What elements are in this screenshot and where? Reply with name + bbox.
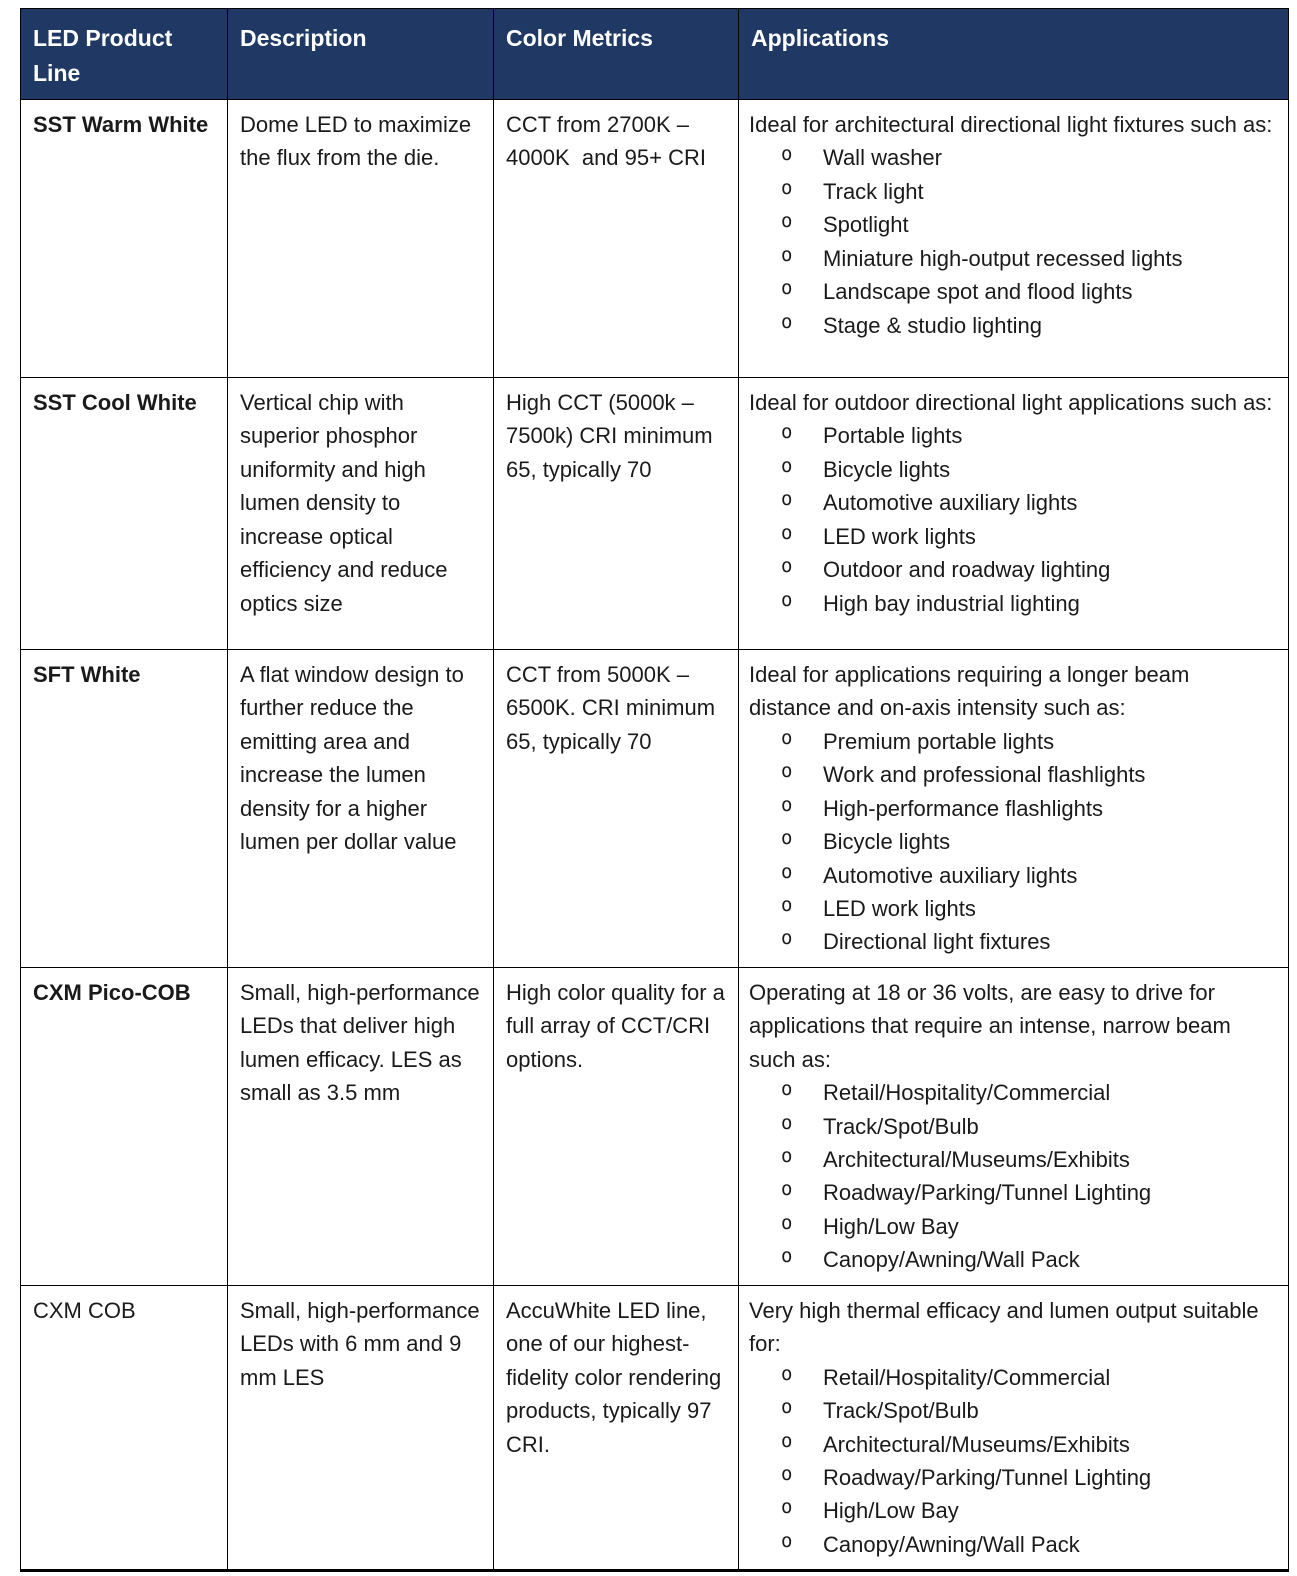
- color-metrics-cell: CCT from 2700K – 4000K and 95+ CRI: [494, 99, 739, 377]
- applications-intro: Operating at 18 or 36 volts, are easy to drive for applications that require an intense, narrow beam such as:: [749, 979, 1237, 1072]
- led-product-table: [20, 8, 1289, 1572]
- column-header-applications: Applications: [739, 9, 1289, 100]
- application-item: o Work and professional flashlights: [749, 758, 1276, 791]
- column-header-led-product-line: LED Product Line: [21, 9, 228, 100]
- table-row: [21, 99, 1289, 377]
- application-item: o Stage & studio lighting: [749, 309, 1276, 342]
- applications-cell: [739, 99, 1289, 377]
- application-item: o LED work lights: [749, 520, 1276, 553]
- application-item: o Landscape spot and flood lights: [749, 275, 1276, 308]
- description-cell: Small, high-performance LEDs with 6 mm and 9 mm LES: [228, 1285, 494, 1571]
- table-row: [21, 649, 1289, 967]
- application-item: o Spotlight: [749, 208, 1276, 241]
- application-item: o Retail/Hospitality/Commercial: [749, 1361, 1276, 1394]
- description-cell: Vertical chip with superior phosphor uniformity and high lumen density to increase optical efficiency and reduce optics size: [228, 377, 494, 649]
- product-cell: SFT White: [21, 649, 228, 967]
- applications-cell: [739, 377, 1289, 649]
- application-item: o Architectural/Museums/Exhibits: [749, 1428, 1276, 1461]
- description-cell: Dome LED to maximize the flux from the die.: [228, 99, 494, 377]
- applications-cell: [739, 967, 1289, 1285]
- table-row: [21, 1285, 1289, 1571]
- application-item: o Track light: [749, 175, 1276, 208]
- table-row: [21, 377, 1289, 649]
- application-item: o Track/Spot/Bulb: [749, 1110, 1276, 1143]
- product-cell: CXM COB: [21, 1285, 228, 1571]
- application-item: o Portable lights: [749, 419, 1276, 452]
- application-item: o High/Low Bay: [749, 1494, 1276, 1527]
- color-metrics-cell: High CCT (5000k – 7500k) CRI minimum 65, typically 70: [494, 377, 739, 649]
- applications-list: [749, 1076, 1276, 1277]
- color-metrics-cell: High color quality for a full array of CCT/CRI options.: [494, 967, 739, 1285]
- color-metrics-cell: AccuWhite LED line, one of our highest-fidelity color rendering products, typically 97 CRI.: [494, 1285, 739, 1571]
- application-item: o Retail/Hospitality/Commercial: [749, 1076, 1276, 1109]
- description-cell: Small, high-performance LEDs that deliver high lumen efficacy. LES as small as 3.5 mm: [228, 967, 494, 1285]
- application-item: o Bicycle lights: [749, 453, 1276, 486]
- application-item: o Track/Spot/Bulb: [749, 1394, 1276, 1427]
- applications-cell: [739, 1285, 1289, 1571]
- application-item: o LED work lights: [749, 892, 1276, 925]
- application-item: o Canopy/Awning/Wall Pack: [749, 1528, 1276, 1561]
- application-item: o Automotive auxiliary lights: [749, 859, 1276, 892]
- application-item: o Wall washer: [749, 141, 1276, 174]
- applications-intro: Ideal for applications requiring a longer beam distance and on-axis intensity such as:: [749, 661, 1196, 721]
- application-item: o High-performance flashlights: [749, 792, 1276, 825]
- applications-list: [749, 725, 1276, 959]
- column-header-color-metrics: Color Metrics: [494, 9, 739, 100]
- application-item: o Outdoor and roadway lighting: [749, 553, 1276, 586]
- applications-intro: Ideal for architectural directional light fixtures such as:: [749, 111, 1273, 137]
- application-item: o High bay industrial lighting: [749, 587, 1276, 620]
- applications-list: [749, 1361, 1276, 1562]
- table-row: [21, 967, 1289, 1285]
- application-item: o High/Low Bay: [749, 1210, 1276, 1243]
- application-item: o Architectural/Museums/Exhibits: [749, 1143, 1276, 1176]
- applications-list: [749, 141, 1276, 342]
- applications-cell: [739, 649, 1289, 967]
- application-item: o Premium portable lights: [749, 725, 1276, 758]
- applications-intro: Ideal for outdoor directional light applications such as:: [749, 389, 1273, 415]
- product-cell: SST Warm White: [21, 99, 228, 377]
- application-item: o Roadway/Parking/Tunnel Lighting: [749, 1176, 1276, 1209]
- applications-intro: Very high thermal efficacy and lumen output suitable for:: [749, 1297, 1265, 1357]
- application-item: o Roadway/Parking/Tunnel Lighting: [749, 1461, 1276, 1494]
- application-item: o Canopy/Awning/Wall Pack: [749, 1243, 1276, 1276]
- application-item: o Bicycle lights: [749, 825, 1276, 858]
- description-cell: A flat window design to further reduce the emitting area and increase the lumen density for a higher lumen per dollar value: [228, 649, 494, 967]
- application-item: o Miniature high-output recessed lights: [749, 242, 1276, 275]
- product-cell: SST Cool White: [21, 377, 228, 649]
- column-header-description: Description: [228, 9, 494, 100]
- application-item: o Directional light fixtures: [749, 925, 1276, 958]
- color-metrics-cell: CCT from 5000K – 6500K. CRI minimum 65, typically 70: [494, 649, 739, 967]
- application-item: o Automotive auxiliary lights: [749, 486, 1276, 519]
- table-header-row: [21, 9, 1289, 100]
- product-cell: CXM Pico-COB: [21, 967, 228, 1285]
- applications-list: [749, 419, 1276, 620]
